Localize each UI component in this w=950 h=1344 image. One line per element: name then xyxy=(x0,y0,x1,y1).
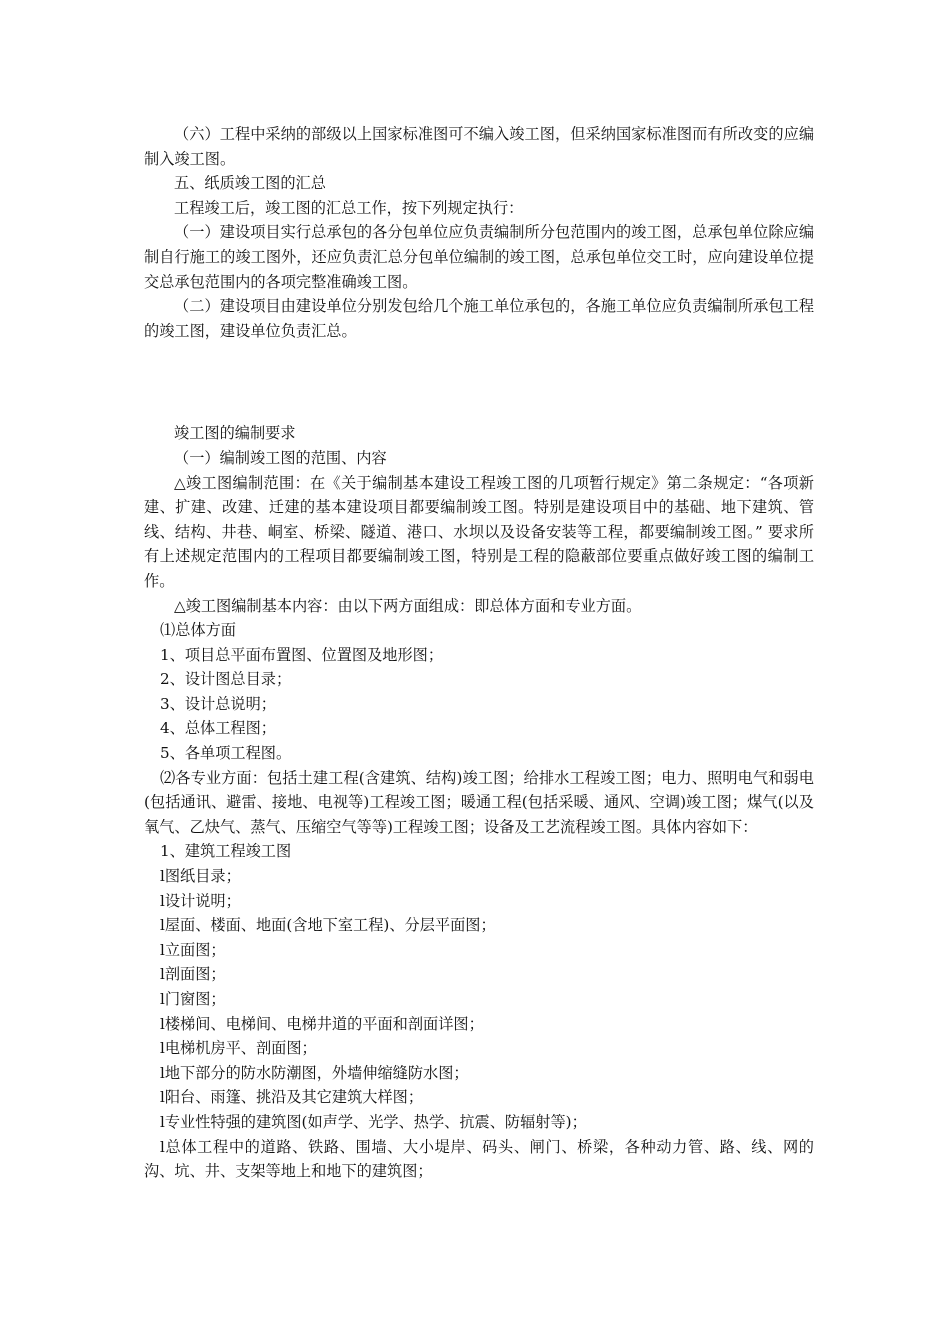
list-item: l专业性特强的建筑图(如声学、光学、热学、抗震、防辐射等)； xyxy=(160,1112,587,1131)
list-item: l电梯机房平、剖面图； xyxy=(160,1039,317,1058)
section-subtitle: （一）编制竣工图的范围、内容 xyxy=(174,448,387,467)
paragraph-scope: △竣工图编制范围：在《关于编制基本建设工程竣工图的几项暂行规定》第二条规定：“各项新建、扩建、改建、迁建的基本建设项目都要编制竣工图。特别是建设项目中的基础、地下建筑、管线、结构、井巷、峒室、桥梁、隧道、港口、水坝以及设备安装等工程，都要编制竣工图。” 要求所有上述规定范围内的工程项目都要编制竣工图，特别是工程的隐蔽部位要重点做好竣工图的编制工作。 xyxy=(144,473,814,590)
paragraph-item-6: （六）工程中采纳的部级以上国家标准图可不编入竣工图，但采纳国家标准图而有所改变的应编制入竣工图。 xyxy=(144,125,814,168)
paragraph-professional: ⑵各专业方面：包括土建工程(含建筑、结构)竣工图；给排水工程竣工图；电力、照明电气和弱电(包括通讯、避雷、接地、电视等)工程竣工图；暖通工程(包括采暖、通风、空调)竣工图；煤气(以及氧气、乙炔气、蒸气、压缩空气等等)工程竣工图；设备及工艺流程竣工图。具体内容如下： xyxy=(144,768,814,836)
list-item: 2、设计图总目录； xyxy=(160,670,292,689)
overall-heading: ⑴总体方面 xyxy=(160,621,236,640)
list-item: l剖面图； xyxy=(160,965,226,984)
list-item: l立面图； xyxy=(160,940,226,959)
list-item: l阳台、雨篷、挑沿及其它建筑大样图； xyxy=(160,1088,424,1107)
list-item: l总体工程中的道路、铁路、围墙、大小堤岸、码头、闸门、桥梁，各种动力管、路、线、网的沟、坑、井、支架等地上和地下的建筑图； xyxy=(144,1137,814,1181)
section-top xyxy=(144,122,814,343)
paragraph-rule-1: （一）建设项目实行总承包的各分包单位应负责编制所分包范围内的竣工图，总承包单位除应编制自行施工的竣工图外，还应负责汇总分包单位编制的竣工图，总承包单位交工时，应向建设单位提交总承包范围内的各项完整准确竣工图。 xyxy=(144,223,814,291)
heading-summary: 五、纸质竣工图的汇总 xyxy=(174,174,326,193)
section-bottom xyxy=(144,421,814,1183)
list-item: 4、总体工程图； xyxy=(160,719,276,738)
list-item: l屋面、楼面、地面(含地下室工程)、分层平面图； xyxy=(160,916,496,935)
paragraph-summary-intro: 工程竣工后，竣工图的汇总工作，按下列规定执行： xyxy=(174,198,524,217)
list-item: l地下部分的防水防潮图，外墙伸缩缝防水图； xyxy=(160,1063,469,1082)
section-title: 竣工图的编制要求 xyxy=(174,424,296,443)
list-item: 1、项目总平面布置图、位置图及地形图； xyxy=(160,645,444,664)
list-item: 5、各单项工程图。 xyxy=(160,744,292,763)
list-item: 3、设计总说明； xyxy=(160,694,276,713)
section-gap xyxy=(144,343,814,421)
paragraph-rule-2: （二）建设项目由建设单位分别发包给几个施工单位承包的，各施工单位应负责编制所承包工程的竣工图，建设单位负责汇总。 xyxy=(144,297,814,340)
list-item: l楼梯间、电梯间、电梯井道的平面和剖面详图； xyxy=(160,1014,484,1033)
list-item: l门窗图； xyxy=(160,990,226,1008)
paragraph-content: △竣工图编制基本内容：由以下两方面组成：即总体方面和专业方面。 xyxy=(174,596,642,615)
building-heading: 1、建筑工程竣工图 xyxy=(160,842,292,861)
list-item: l图纸目录； xyxy=(160,867,241,886)
list-item: l设计说明； xyxy=(160,891,241,910)
document-page xyxy=(144,122,814,1184)
